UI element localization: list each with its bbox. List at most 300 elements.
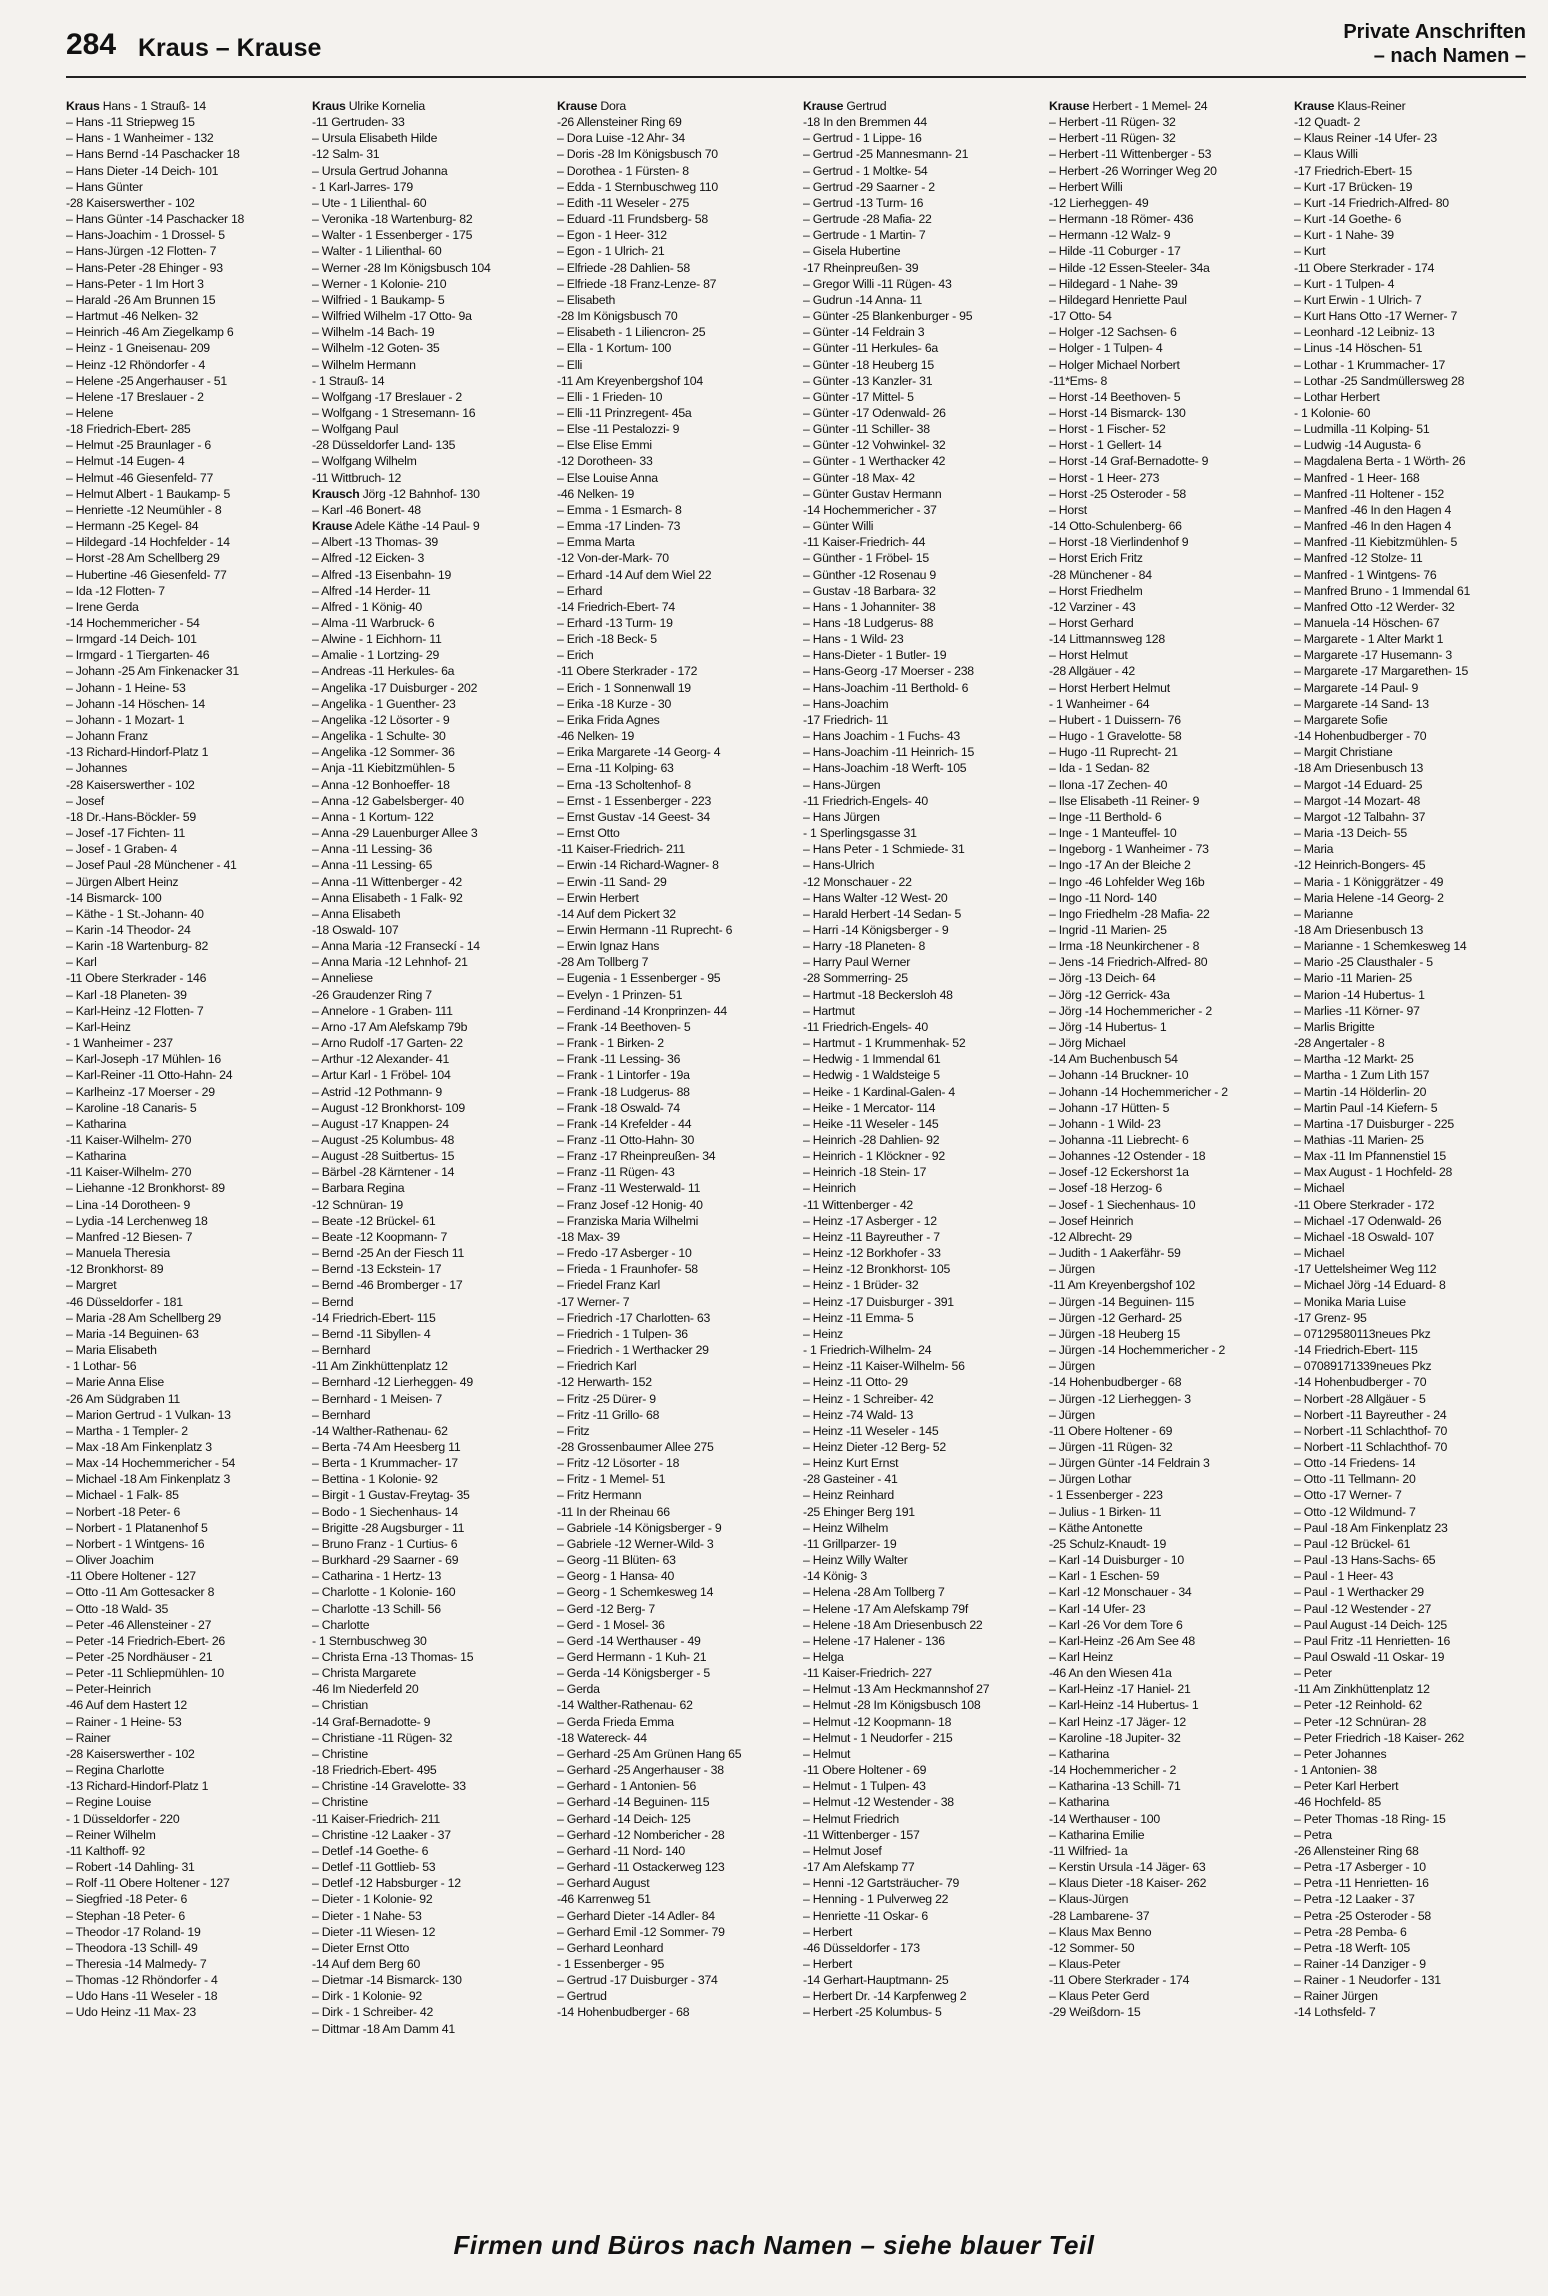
- listing-entry: – Ingo -46 Lohfelder Weg 16b: [1048, 874, 1205, 889]
- listing-entry: – Georg -11 Blüten- 63: [557, 1553, 677, 1568]
- listing-entry: – Alfred -13 Eisenbahn- 19: [311, 567, 451, 582]
- listing-entry: – Günter -12 Vohwinkel- 32: [803, 438, 946, 453]
- listing-entry: – Helene: [66, 405, 114, 420]
- listing-entry: – Beate -12 Koopmann- 7: [311, 1229, 447, 1244]
- listing-entry: – Margarete -14 Sand- 13: [1294, 696, 1430, 711]
- listing-entry: – Henni -12 Gartsträucher- 79: [803, 1876, 960, 1891]
- listing-entry: – Ludwig -14 Augusta- 6: [1294, 438, 1422, 453]
- listing-entry: – Hermann -12 Walz- 9: [1048, 228, 1171, 243]
- listing-entry: – Klaus Reiner -14 Ufer- 23: [1294, 131, 1438, 146]
- listing-entry: -14 Hohenbudberger - 68: [1048, 1375, 1182, 1390]
- listing-entry: -25 Ehinger Berg 191: [803, 1504, 915, 1519]
- listing-entry: -18 Oswald- 107: [311, 922, 399, 937]
- listing-entry: – Ingrid -11 Marien- 25: [1048, 922, 1167, 937]
- listing-entry: – Jürgen -12 Lierheggen- 3: [1048, 1391, 1191, 1406]
- listing-entry: – Ida -12 Flotten- 7: [66, 583, 165, 598]
- listing-entry: – Klaus Max Benno: [1048, 1924, 1152, 1939]
- listing-entry: – Peter -12 Reinhold- 62: [1294, 1698, 1423, 1713]
- listing-entry: - 1 Antonien- 38: [1294, 1763, 1378, 1778]
- listing-entry: – Dietmar -14 Bismarck- 130: [311, 1973, 462, 1988]
- listing-entry: – Manfred Otto -12 Werder- 32: [1294, 599, 1456, 614]
- listing-entry: – Ursula Elisabeth Hilde: [311, 131, 437, 146]
- listing-entry: – Christine: [311, 1746, 368, 1761]
- listing-entry: – Maria Helene -14 Georg- 2: [1294, 890, 1445, 905]
- listing-entry: – Klaus Willi: [1294, 147, 1359, 162]
- listing-entry: -17 Uettelsheimer Weg 112: [1294, 1262, 1437, 1277]
- listing-entry: – Karl -14 Duisburger - 10: [1048, 1553, 1184, 1568]
- listing-entry: – Hans Günter -14 Paschacker 18: [66, 212, 245, 227]
- listing-entry: – Hans-Jürgen: [803, 777, 881, 792]
- listing-entry: – Friedel Franz Karl: [557, 1278, 661, 1293]
- listing-entry: – Ernst - 1 Essenberger - 223: [557, 793, 712, 808]
- listing-entry: – Erwin Herbert: [557, 890, 640, 905]
- listing-entry: -26 Allensteiner Ring 68: [1294, 1843, 1419, 1858]
- listing-entry: - 1 Kolonie- 60: [1294, 405, 1371, 420]
- listing-entry: – Gerhard -14 Beguinen- 115: [557, 1795, 710, 1810]
- listing-entry: – Doris -28 Im Königsbusch 70: [557, 147, 719, 162]
- listing-entry: -28 Sommerring- 25: [803, 971, 908, 986]
- listing-entry: – Heinz -11 Bayreuther - 7: [803, 1229, 940, 1244]
- listing-entry: -46 Auf dem Hastert 12: [66, 1698, 187, 1713]
- listing-entry: - 1 Strauß- 14: [311, 373, 385, 388]
- listing-entry: – Otto -18 Wald- 35: [66, 1601, 169, 1616]
- listing-entry: – Helmut Albert - 1 Baukamp- 5: [66, 486, 231, 501]
- listing-entry: -11 Wittenberger - 157: [803, 1827, 920, 1842]
- listing-entry: -12 Bronkhorst- 89: [66, 1262, 164, 1277]
- listing-entry: – Paul Oswald -11 Oskar- 19: [1294, 1650, 1445, 1664]
- listing-entry: – Hubertine -46 Giesenfeld- 77: [66, 567, 227, 582]
- listing-entry: – Mathias -11 Marien- 25: [1294, 1133, 1425, 1147]
- listing-entry: – Heike -11 Weseler - 145: [803, 1116, 939, 1131]
- listing-entry: -12 Lierheggen- 49: [1048, 195, 1149, 210]
- listing-entry: – Fritz -11 Grillo- 68: [557, 1407, 660, 1422]
- listing-entry: -29 Weißdorn- 15: [1048, 2005, 1141, 2020]
- listing-entry: – Heinz -17 Duisburger - 391: [803, 1294, 954, 1309]
- listing-entry: -26 Am Südgraben 11: [66, 1391, 180, 1406]
- column-4: [803, 98, 1045, 2238]
- listing-entry: – Georg - 1 Hansa- 40: [557, 1569, 675, 1584]
- listing-entry: – Hildegard -14 Hochfelder - 14: [66, 535, 230, 550]
- listing-entry: – Margarete Sofie: [1294, 712, 1388, 727]
- listing-entry: – Liehanne -12 Bronkhorst- 89: [66, 1181, 225, 1196]
- listing-entry: – Michael -18 Am Finkenplatz 3: [66, 1472, 231, 1487]
- listing-entry: – Kurt -14 Goethe- 6: [1294, 212, 1402, 227]
- listing-entry: – Martha - 1 Templer- 2: [66, 1423, 188, 1438]
- surname: Krause: [1294, 99, 1335, 113]
- listing-entry: – Erhard: [557, 583, 603, 598]
- listing-entry: – Hans-Joachim -11 Berthold- 6: [803, 680, 969, 695]
- listing-entry: - 1 Essenberger - 223: [1048, 1488, 1163, 1503]
- listing-entry: – Dirk - 1 Schreiber- 42: [311, 2005, 433, 2020]
- listing-entry: - 1 Friedrich-Wilhelm- 24: [803, 1343, 932, 1358]
- listing-entry: – Karl-Heinz -12 Flotten- 7: [66, 1003, 204, 1018]
- listing-entry: – Karl - 1 Eschen- 59: [1048, 1569, 1159, 1584]
- listing-entry: – Helmut Josef: [803, 1843, 882, 1858]
- listing-entry: -25 Schulz-Knaudt- 19: [1048, 1536, 1166, 1551]
- listing-entry: -11 Wittbruch- 12: [311, 470, 401, 485]
- listing-entry: – Harald -26 Am Brunnen 15: [66, 292, 216, 307]
- listing-entry: – Martin -14 Hölderlin- 20: [1294, 1084, 1427, 1099]
- listing-entry: -11 Obere Sterkrader - 172: [1294, 1197, 1435, 1212]
- listing-entry: – Lothar - 1 Krummacher- 17: [1294, 357, 1446, 372]
- listing-entry: – Heinrich -28 Dahlien- 92: [803, 1133, 940, 1147]
- listing-entry: – Frank - 1 Birken- 2: [557, 1036, 665, 1051]
- listing-entry: – Norbert -28 Allgäuer - 5: [1294, 1391, 1426, 1406]
- listing-entry: – Helene -25 Angerhauser - 51: [66, 373, 227, 388]
- listing-entry: – Mario -25 Clausthaler - 5: [1294, 955, 1434, 970]
- listing-entry: -11 Friedrich-Engels- 40: [803, 1019, 929, 1034]
- listing-entry: – Theodora -13 Schill- 49: [66, 1940, 198, 1955]
- listing-entry: – Franz -11 Rügen- 43: [557, 1165, 675, 1180]
- listing-entry: -14 Littmannsweg 128: [1048, 632, 1165, 647]
- listing-entry: – Heinz -17 Asberger - 12: [803, 1213, 937, 1228]
- listing-entry: – Christine -14 Gravelotte- 33: [311, 1779, 466, 1794]
- listing-entry: – Regina Charlotte: [66, 1763, 165, 1778]
- listing-entry: – Paul -13 Hans-Sachs- 65: [1294, 1553, 1436, 1568]
- listing-entry: – Katharina: [1048, 1795, 1109, 1810]
- listing-entry: – Erika Margarete -14 Georg- 4: [557, 745, 721, 760]
- listing-entry: – Herbert: [803, 1924, 853, 1939]
- listing-entry: – Otto -17 Werner- 7: [1294, 1488, 1402, 1503]
- listing-entry: -11 Wilfried- 1a: [1048, 1843, 1128, 1858]
- listing-entry: – Manuela -14 Höschen- 67: [1294, 616, 1440, 630]
- listing-entry: – Ferdinand -14 Kronprinzen- 44: [557, 1003, 728, 1018]
- listing-entry: – Gerhard August: [557, 1876, 650, 1891]
- listing-entry: – Heinz -11 Emma- 5: [803, 1310, 914, 1325]
- listing-entry: – Peter Friedrich -18 Kaiser- 262: [1294, 1730, 1465, 1745]
- listing-entry: – Manfred -12 Stolze- 11: [1294, 551, 1423, 566]
- listing-entry: – Peter -25 Nordhäuser - 21: [66, 1650, 213, 1664]
- listing-entry: – Paul -12 Brückel- 61: [1294, 1536, 1411, 1551]
- listing-entry: – Klaus Dieter -18 Kaiser- 262: [1048, 1876, 1206, 1891]
- listing-entry: – Harry -18 Planeten- 8: [803, 939, 926, 954]
- listing-entry: – Hans - 1 Wild- 23: [803, 632, 904, 647]
- listing-entry: – August -17 Knappen- 24: [311, 1116, 449, 1131]
- listing-entry: -11 Obere Sterkrader - 172: [557, 664, 698, 679]
- listing-entry: -28 Kaiserswerther - 102: [66, 777, 195, 792]
- listing-entry: – Emma Marta: [557, 535, 635, 550]
- section-title-line1: Private Anschriften: [1343, 21, 1526, 43]
- listing-entry: – Erich - 1 Sonnenwall 19: [557, 680, 692, 695]
- listing-entry: – Margit Christiane: [1294, 745, 1393, 760]
- listing-entry: -17 Friedrich-Ebert- 15: [1294, 163, 1413, 178]
- surname: Krause: [803, 99, 844, 113]
- listing-entry: – Hilde -11 Coburger - 17: [1048, 244, 1181, 259]
- listing-entry: – Ida - 1 Sedan- 82: [1048, 761, 1150, 776]
- listing-entry: – Michael -18 Oswald- 107: [1294, 1229, 1435, 1244]
- listing-entry: -18 Friedrich-Ebert- 285: [66, 422, 191, 437]
- listing-entry: – Margarete - 1 Alter Markt 1: [1294, 632, 1444, 647]
- listing-entry: – Heinz -12 Rhöndorfer - 4: [66, 357, 206, 372]
- listing-entry: – Peter -11 Schliepmühlen- 10: [66, 1666, 224, 1681]
- listing-entry: -28 Im Königsbusch 70: [557, 309, 678, 324]
- listing-entry: – Horst -25 Osteroder - 58: [1048, 486, 1186, 501]
- listing-entry: – Hans Walter -12 West- 20: [803, 890, 948, 905]
- listing-entry: – Karin -18 Wartenburg- 82: [66, 939, 209, 954]
- listing-entry: - 1 Wanheimer - 64: [1048, 696, 1149, 711]
- listing-entry: – Horst Gerhard: [1048, 616, 1134, 630]
- listing-entry: Krause Herbert - 1 Memel- 24: [1048, 99, 1208, 113]
- listing-entry: – Karoline -18 Jupiter- 32: [1048, 1730, 1181, 1745]
- listing-entry: – Frank - 1 Lintorfer - 19a: [557, 1068, 691, 1083]
- listing-entry: – Helena -28 Am Tollberg 7: [803, 1585, 945, 1600]
- listing-entry: – Franz Josef -12 Honig- 40: [557, 1197, 704, 1212]
- listing-entry: – Gerhard -11 Nord- 140: [557, 1843, 686, 1858]
- listing-entry: – Helene -17 Am Alefskamp 79f: [803, 1601, 969, 1616]
- listing-entry: – Johann - 1 Mozart- 1: [66, 712, 185, 727]
- listing-entry: – Friedrich Karl: [557, 1359, 637, 1374]
- listing-entry: – Dieter Ernst Otto: [311, 1940, 409, 1955]
- listing-entry: -11 Obere Holtener - 69: [803, 1763, 927, 1778]
- listing-entry: -17 Rheinpreußen- 39: [803, 260, 919, 275]
- listing-entry: – Harald Herbert -14 Sedan- 5: [803, 906, 962, 921]
- listing-entry: – Petra -17 Asberger - 10: [1294, 1860, 1427, 1875]
- listing-entry: – Paul -12 Westender - 27: [1294, 1601, 1432, 1616]
- listing-entry: – Michael -17 Odenwald- 26: [1294, 1213, 1442, 1228]
- listing-entry: – Friedrich -17 Charlotten- 63: [557, 1310, 711, 1325]
- listing-entry: – Hugo -11 Ruprecht- 21: [1048, 745, 1178, 760]
- listing-entry: – Günter -18 Heuberg 15: [803, 357, 934, 372]
- listing-entry: -46 Im Niederfeld 20: [311, 1682, 419, 1697]
- listing-entry: – Hans-Georg -17 Moerser - 238: [803, 664, 974, 679]
- listing-entry: – Peter-Heinrich: [66, 1682, 151, 1697]
- listing-entry: – Gerhard -25 Angerhauser - 38: [557, 1763, 725, 1778]
- listing-entry: – Brigitte -28 Augsburger - 11: [311, 1520, 464, 1535]
- listing-entry: – Käthe Antonette: [1048, 1520, 1143, 1535]
- listing-entry: – Jürgen -11 Rügen- 32: [1048, 1439, 1173, 1454]
- listing-entry: – Otto -12 Wildmund- 7: [1294, 1504, 1416, 1519]
- listing-entry: -11 Am Kreyenbergshof 104: [557, 373, 704, 388]
- column-6: [1294, 98, 1536, 2238]
- listing-entry: -14 Gerhart-Hauptmann- 25: [803, 1973, 949, 1988]
- listing-entry: – Rainer - 1 Heine- 53: [66, 1714, 182, 1729]
- listing-entry: – Herbert Dr. -14 Karpfenweg 2: [803, 1989, 967, 2004]
- listing-entry: – Michael Jörg -14 Eduard- 8: [1294, 1278, 1446, 1293]
- listing-entry: – Herbert: [803, 1956, 853, 1971]
- listing-entry: – Michael: [1294, 1246, 1345, 1261]
- listing-entry: – Detlef -12 Habsburger - 12: [311, 1876, 461, 1891]
- listing-entry: – Hans-Jürgen -12 Flotten- 7: [66, 244, 217, 259]
- listing-entry: – Horst -14 Bismarck- 130: [1048, 405, 1186, 420]
- listing-entry: – Veronika -18 Wartenburg- 82: [311, 212, 473, 227]
- page-range: Kraus – Krause: [138, 34, 322, 62]
- column-1: [66, 98, 308, 2238]
- listing-entry: -12 Sommer- 50: [1048, 1940, 1135, 1955]
- listing-entry: – Gerhard -14 Deich- 125: [557, 1811, 691, 1826]
- listing-entry: -14 Bismarck- 100: [66, 890, 162, 905]
- listing-entry: – Hildegard - 1 Nahe- 39: [1048, 276, 1178, 291]
- listing-entry: – Birgit - 1 Gustav-Freytag- 35: [311, 1488, 470, 1503]
- listing-entry: -46 Nelken- 19: [557, 486, 635, 501]
- listing-entry: – Inge -11 Berthold- 6: [1048, 809, 1162, 824]
- listing-entry: – Walter - 1 Essenberger - 175: [311, 228, 472, 243]
- listing-entry: – Horst -14 Beethoven- 5: [1048, 389, 1181, 404]
- listing-entry: -18 In den Bremmen 44: [803, 115, 927, 130]
- listing-entry: – Monika Maria Luise: [1294, 1294, 1407, 1309]
- listing-entry: – Peter Johannes: [1294, 1746, 1387, 1761]
- listing-entry: -46 Nelken- 19: [557, 729, 635, 744]
- listing-entry: – Horst - 1 Fischer- 52: [1048, 422, 1166, 437]
- listing-entry: -14 Friedrich-Ebert- 74: [557, 599, 676, 614]
- listing-entry: -14 König- 3: [803, 1569, 868, 1584]
- listing-entry: – Gertrud -29 Saarner - 2: [803, 179, 935, 194]
- listing-entry: – Hans-Joachim -11 Heinrich- 15: [803, 745, 975, 760]
- listing-entry: – Christiane -11 Rügen- 32: [311, 1730, 452, 1745]
- listing-entry: – Charlotte - 1 Kolonie- 160: [311, 1585, 456, 1600]
- listing-entry: -11 Kalthoff- 92: [66, 1843, 145, 1858]
- listing-entry: – Hans -18 Ludgerus- 88: [803, 616, 934, 630]
- listing-entry: – Karl Heinz: [1048, 1650, 1113, 1664]
- listing-entry: – Walter - 1 Lilienthal- 60: [311, 244, 442, 259]
- listing-entry: – Ingo -11 Nord- 140: [1048, 890, 1157, 905]
- listing-entry: – Heinz Wilhelm: [803, 1520, 889, 1535]
- listing-entry: – Hans -11 Striepweg 15: [66, 115, 195, 130]
- listing-entry: – Hans Jürgen: [803, 809, 880, 824]
- listing-entry: – Gerhard Leonhard: [557, 1940, 664, 1955]
- listing-entry: – Bettina - 1 Kolonie- 92: [311, 1472, 438, 1487]
- listing-entry: – Karl-Heinz: [66, 1019, 131, 1034]
- listing-entry: – Theodor -17 Roland- 19: [66, 1924, 201, 1939]
- listing-entry: – Günter Willi: [803, 519, 874, 534]
- listing-entry: – Manfred -11 Kiebitzmühlen- 5: [1294, 535, 1458, 550]
- section-title: [1343, 20, 1526, 68]
- listing-entry: – Günter -14 Feldrain 3: [803, 325, 925, 340]
- listing-entry: – Lydia -14 Lerchenweg 18: [66, 1213, 208, 1228]
- listing-entry: -11 Friedrich-Engels- 40: [803, 793, 929, 808]
- listing-entry: – Peter -12 Schnüran- 28: [1294, 1714, 1427, 1729]
- listing-entry: -17 Grenz- 95: [1294, 1310, 1367, 1325]
- listing-entry: – Horst -18 Vierlindenhof 9: [1048, 535, 1188, 550]
- listing-entry: -12 Von-der-Mark- 70: [557, 551, 670, 566]
- listing-entry: – Holger -12 Sachsen- 6: [1048, 325, 1177, 340]
- listing-entry: -12 Monschauer - 22: [803, 874, 912, 889]
- listing-entry: – Theresia -14 Malmedy- 7: [66, 1956, 207, 1971]
- listing-entry: – Helmut -12 Westender - 38: [803, 1795, 954, 1810]
- listing-entry: – Rainer: [66, 1730, 111, 1745]
- listing-entry: – Anna Maria -12 Franseckí - 14: [311, 939, 480, 954]
- listing-entry: – Dorothea - 1 Fürsten- 8: [557, 163, 690, 178]
- listing-entry: – Ella - 1 Kortum- 100: [557, 341, 672, 356]
- listing-entry: – Henriette -11 Oskar- 6: [803, 1908, 929, 1923]
- listing-entry: – Stephan -18 Peter- 6: [66, 1908, 185, 1923]
- listing-entry: – Otto -14 Friedens- 14: [1294, 1456, 1416, 1471]
- listing-entry: – Werner - 1 Kolonie- 210: [311, 276, 446, 291]
- listing-entry: – Holger - 1 Tulpen- 4: [1048, 341, 1163, 356]
- listing-entry: -12 Varziner - 43: [1048, 599, 1136, 614]
- listing-entry: – Günter - 1 Werthacker 42: [803, 454, 946, 469]
- listing-entry: – Hildegard Henriette Paul: [1048, 292, 1187, 307]
- listing-entry: – Henning - 1 Pulverweg 22: [803, 1892, 949, 1907]
- listing-entry: – Berta - 1 Krummacher- 17: [311, 1456, 458, 1471]
- listing-entry: – Heinz Willy Walter: [803, 1553, 908, 1568]
- listing-entry: -28 Allgäuer - 42: [1048, 664, 1135, 679]
- listing-entry: – Manuela Theresia: [66, 1246, 170, 1261]
- listing-entry: – Erwin Ignaz Hans: [557, 939, 660, 954]
- footer-note: Firmen und Büros nach Namen – siehe blauer Teil: [453, 2230, 1095, 2260]
- listing-entry: – Anna Maria -12 Lehnhof- 21: [311, 955, 468, 970]
- listing-entry: – Dittmar -18 Am Damm 41: [311, 2021, 455, 2036]
- listing-entry: – Heinz Dieter -12 Berg- 52: [803, 1439, 946, 1454]
- listing-entry: – Marianne - 1 Schemkesweg 14: [1294, 939, 1467, 954]
- listing-entry: -11 Am Kreyenbergshof 102: [1048, 1278, 1195, 1293]
- listing-entry: – Jürgen: [1048, 1407, 1095, 1422]
- listing-entry: -28 Lambarene- 37: [1048, 1908, 1150, 1923]
- listing-entry: – Kurt -14 Friedrich-Alfred- 80: [1294, 195, 1450, 210]
- listing-entry: – Martina -17 Duisburger - 225: [1294, 1116, 1455, 1131]
- listing-entry: – Udo Heinz -11 Max- 23: [66, 2005, 197, 2020]
- listing-entry: – Kurt Erwin - 1 Ulrich- 7: [1294, 292, 1422, 307]
- listing-entry: – Irene Gerda: [66, 599, 139, 614]
- listing-entry: – Hans Günter: [66, 179, 143, 194]
- listing-entry: – Alfred -14 Herder- 11: [311, 583, 431, 598]
- listing-entry: – Emma -17 Linden- 73: [557, 519, 681, 534]
- listing-entry: – Bernd: [311, 1294, 353, 1309]
- listing-entry: – Peter -14 Friedrich-Ebert- 26: [66, 1633, 225, 1648]
- listing-entry: – Reiner Wilhelm: [66, 1827, 156, 1842]
- listing-entry: – Jörg -14 Hubertus- 1: [1048, 1019, 1167, 1034]
- listing-entry: – Karl -26 Vor dem Tore 6: [1048, 1617, 1183, 1632]
- listing-entry: – Helmut - 1 Tulpen- 43: [803, 1779, 926, 1794]
- listing-entry: – Katharina: [66, 1116, 127, 1131]
- listing-entry: -28 Am Tollberg 7: [557, 955, 649, 970]
- listing-entry: – Johann Franz: [66, 729, 148, 744]
- listing-entry: -17 Werner- 7: [557, 1294, 630, 1309]
- listing-entry: – Elli - 1 Frieden- 10: [557, 389, 663, 404]
- listing-entry: – Günter -13 Kanzler- 31: [803, 373, 933, 388]
- listing-entry: – Angelika -12 Sommer- 36: [311, 745, 455, 760]
- listing-entry: – Hans-Joachim -18 Werft- 105: [803, 761, 967, 776]
- listing-entry: – Heinz - 1 Gneisenau- 209: [66, 341, 210, 356]
- listing-entry: – Artur Karl - 1 Fröbel- 104: [311, 1068, 451, 1083]
- listing-entry: – Jörg -14 Hochemmericher - 2: [1048, 1003, 1212, 1018]
- listing-entry: – Josef -12 Eckershorst 1a: [1048, 1165, 1189, 1180]
- listing-entry: – Margret: [66, 1278, 117, 1293]
- listing-entry: -14 Lothsfeld- 7: [1294, 2005, 1376, 2020]
- listing-entry: – Manfred -46 In den Hagen 4: [1294, 502, 1452, 517]
- listing-entry: – Manfred -12 Biesen- 7: [66, 1229, 193, 1244]
- listing-entry: – Günter -25 Blankenburger - 95: [803, 309, 973, 324]
- listing-entry: – Bernd -13 Eckstein- 17: [311, 1262, 442, 1277]
- listing-entry: – Rainer Jürgen: [1294, 1989, 1379, 2004]
- listing-entry: – Ingo -17 An der Bleiche 2: [1048, 858, 1191, 873]
- listing-entry: – Jörg Michael: [1048, 1036, 1126, 1051]
- listing-entry: – Bernd -25 An der Fiesch 11: [311, 1246, 464, 1261]
- listing-entry: -18 Am Driesenbusch 13: [1294, 922, 1424, 937]
- listing-entry: – Albert -13 Thomas- 39: [311, 535, 438, 550]
- listing-entry: – Johann -14 Hochemmericher - 2: [1048, 1084, 1228, 1099]
- listing-entry: – Johanna -11 Liebrecht- 6: [1048, 1133, 1189, 1147]
- listing-entry: – Gerhard -25 Am Grünen Hang 65: [557, 1746, 742, 1761]
- listing-entry: – Berta -74 Am Heesberg 11: [311, 1439, 461, 1454]
- listing-entry: -11 Kaiser-Friedrich- 44: [803, 535, 926, 550]
- listing-entry: – Helmut: [803, 1746, 851, 1761]
- listing-entry: – Max -18 Am Finkenplatz 3: [66, 1439, 212, 1454]
- listing-entry: – Norbert - 1 Wintgens- 16: [66, 1536, 205, 1551]
- listing-entry: – Gertrud: [557, 1989, 608, 2004]
- listing-entry: – Fritz Hermann: [557, 1488, 642, 1503]
- listing-entry: – Robert -14 Dahling- 31: [66, 1860, 195, 1875]
- listing-entry: – Gertrude - 1 Martin- 7: [803, 228, 926, 243]
- listing-entry: - 1 Lothar- 56: [66, 1359, 137, 1374]
- listing-entry: – Maria Elisabeth: [66, 1343, 157, 1358]
- listing-entry: – Detlef -14 Goethe- 6: [311, 1843, 428, 1858]
- listing-entry: – Norbert -18 Peter- 6: [66, 1504, 181, 1519]
- listing-entry: -14 Walther-Rathenau- 62: [311, 1423, 448, 1438]
- listing-entry: – Irma -18 Neunkirchener - 8: [1048, 939, 1199, 954]
- listing-entry: – Leonhard -12 Leibniz- 13: [1294, 325, 1435, 340]
- listing-entry: -12 Dorotheen- 33: [557, 454, 653, 469]
- listing-entry: – August -12 Bronkhorst- 109: [311, 1100, 465, 1115]
